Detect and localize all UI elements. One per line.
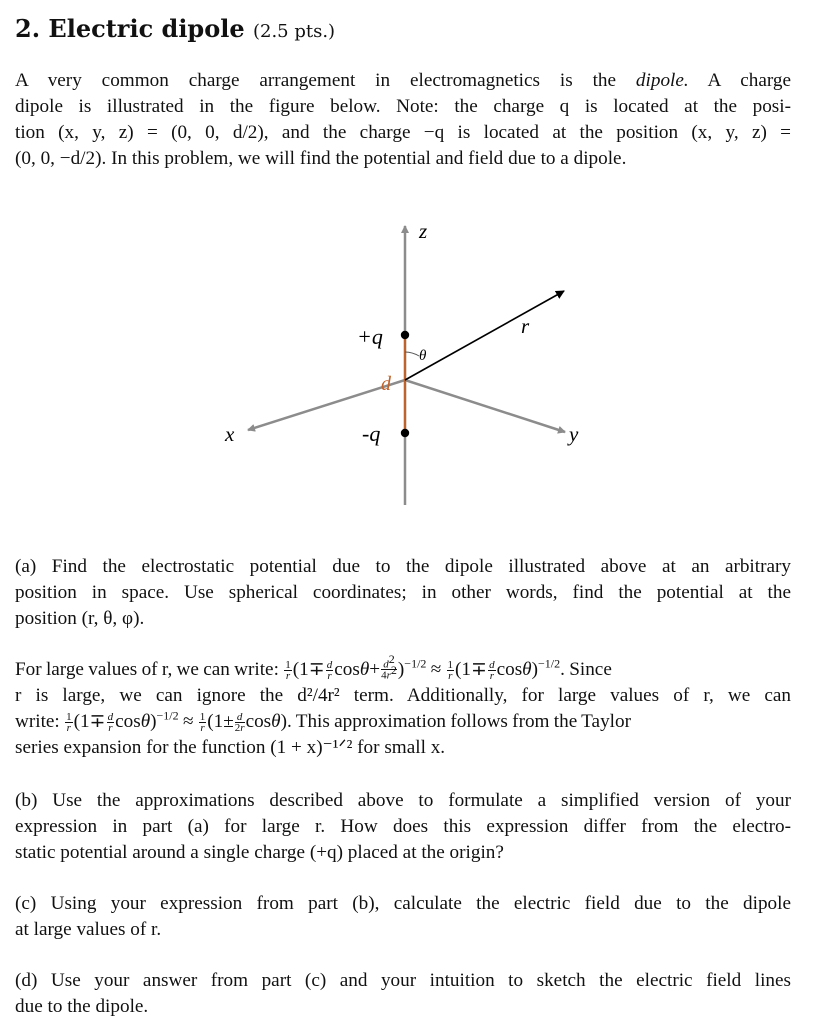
part-b-line-3: static potential around a single charge (+q) placed at the origin? [15, 842, 504, 863]
part-a-line-2: position in space. Use spherical coordinates; in other words, find the potential at the [15, 582, 791, 603]
intro-line-4: (0, 0, −d/2). In this problem, we will find the potential and field due to a dipole. [15, 148, 627, 169]
part-d-line-1: (d) Use your answer from part (c) and your intuition to sketch the electric field lines [15, 970, 791, 991]
problem-number: 2. [15, 14, 41, 43]
part-b-line-1: (b) Use the approximations described above to formulate a simplified version of your [15, 790, 791, 811]
intro-paragraph [15, 68, 791, 172]
theta-arc [405, 352, 419, 356]
problem-heading [15, 14, 335, 43]
part-c-line-1: (c) Using your expression from part (b), calculate the electric field due to the dipole [15, 893, 791, 914]
part-a [15, 554, 791, 632]
approx-line-3: write: $\frac{1}{r}$ (1∓ $\frac{d}{r}$ cosθ)$^{-1/2}$ ≈ $\frac{1}{r}$ (1± $\frac{d}{2r}$ cosθ). This approximation follows from the Taylor [15, 708, 631, 734]
dipole-term: dipole. [635, 70, 689, 91]
y-axis-label: y [569, 422, 579, 446]
dipole-figure [0, 200, 834, 520]
part-a-line-3: position (r, θ, φ). [15, 608, 145, 629]
minus-q-charge [401, 429, 409, 437]
r-label: r [521, 314, 530, 338]
plus-q-charge [401, 331, 409, 339]
intro-line-2: dipole is illustrated in the figure below. Note: the charge q is located at the posi- [15, 96, 791, 117]
part-b-line-2: expression in part (a) for large r. How does this expression differ from the electro- [15, 816, 791, 837]
minus-q-label: -q [362, 421, 381, 446]
plus-q-label: +q [357, 324, 383, 349]
intro-line-3: tion (x, y, z) = (0, 0, d/2), and the charge −q is located at the position (x, y, z) = [15, 122, 791, 143]
part-d-line-2: due to the dipole. [15, 996, 149, 1017]
approx-line-2: r is large, we can ignore the d²/4r² term. Additionally, for large values of r, we can [15, 685, 791, 706]
r-vector [405, 291, 564, 380]
theta-label: θ [419, 348, 427, 364]
intro-line-1: A very common charge arrangement in electromagnetics is the dipole. A charge [15, 70, 792, 91]
d-label: d [381, 373, 391, 395]
z-axis-label: z [419, 219, 428, 243]
part-b [15, 788, 791, 866]
taylor-formula: $\frac{1}{r}$ (1∓ $\frac{d}{r}$ cosθ)$^{-1/2}$ ≈ $\frac{1}{r}$ (1± $\frac{d}{2r}$ cosθ). [66, 708, 292, 734]
approx-line-4: series expansion for the function (1 + x)⁻¹ᐟ² for small x. [15, 737, 446, 758]
approx-line-1: For large values of r, we can write: $\frac{1}{r}$ (1∓ $\frac{d}{r}$ cosθ+ $\frac{d^2}{4r^2}$ )$^{-1/2}$ ≈ $\frac{1}{r}$ (1∓ $\frac{d}{r}$ cosθ)$^{-1/2}$. Since [15, 651, 612, 682]
part-a-line-1: (a) Find the electrostatic potential due to the dipole illustrated above at an arbitrary [15, 556, 791, 577]
part-d [15, 968, 791, 1020]
problem-title: Electric dipole [48, 14, 245, 43]
problem-points: (2.5 pts.) [252, 21, 336, 42]
expansion-formula: $\frac{1}{r}$ (1∓ $\frac{d}{r}$ cosθ+ $\frac{d^2}{4r^2}$ )$^{-1/2}$ ≈ $\frac{1}{r}$ (1∓ $\frac{d}{r}$ cosθ)$^{-1/2}$. [285, 651, 565, 682]
y-axis [405, 380, 565, 432]
approximation-paragraph [15, 651, 791, 761]
part-c-line-2: at large values of r. [15, 919, 162, 940]
x-axis-label: x [225, 422, 235, 446]
part-c [15, 891, 791, 943]
